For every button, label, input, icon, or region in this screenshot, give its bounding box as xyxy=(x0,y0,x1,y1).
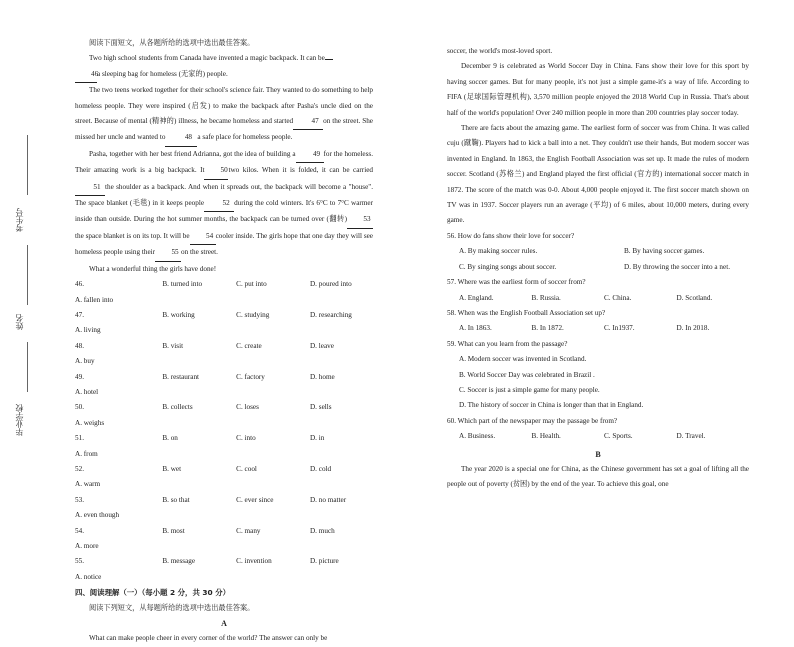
text: on the street. She missed her uncle and wanted to xyxy=(75,117,373,142)
blank-49: 49 xyxy=(296,147,324,163)
text: cooler inside. The girls hope that one day they will see homeless people using their xyxy=(75,231,373,257)
option-row: 53. A. even though B. so that C. ever since D. no matter xyxy=(75,495,347,520)
blank-47: 47 xyxy=(293,114,323,130)
question-57: 57. Where was the earliest form of soccer from? xyxy=(447,278,586,287)
option: B. World Soccer Day was celebrated in Brazil . xyxy=(459,370,595,379)
passage-a-continuation: soccer, the world's most-loved sport. xyxy=(447,47,553,55)
blank-52: 52 xyxy=(204,196,234,212)
question-60: 60. Which part of the newspaper may the passage be from? xyxy=(447,416,618,425)
binding-gutter xyxy=(0,0,60,560)
blank-46: 46 xyxy=(75,67,97,83)
blank-50: 50 xyxy=(204,163,228,179)
blank-54: 54 xyxy=(190,229,216,245)
passage-a-start: What can make people cheer in every corner of the world? The answer can only be xyxy=(89,634,328,643)
blank-48: 48 xyxy=(165,130,197,146)
name-label: 姓名 xyxy=(15,314,24,330)
text: a safe place for homeless people. xyxy=(197,133,293,142)
option-row: A. By making soccer rules. B. By having soccer games. xyxy=(459,247,705,256)
text: for the homeless. Their amazing work is a big backpack. It xyxy=(75,149,373,175)
gutter-line xyxy=(27,245,28,305)
option: A. Modern soccer was invented in Scotland. xyxy=(459,355,587,364)
blank xyxy=(325,59,333,60)
blank-55: 55 xyxy=(155,245,181,261)
option-row: 46. A. fallen into B. turned into C. put into D. poured into xyxy=(75,280,352,304)
text: the space blanket is on its top. It will be xyxy=(75,231,190,240)
text: two kilos. When it is folded, it can be carried xyxy=(228,166,373,175)
passage-a-label: A xyxy=(221,619,227,629)
cloze-paragraph xyxy=(75,51,373,83)
blank-53: 53 xyxy=(347,212,373,228)
reading-instruction: 阅读下列短文，从每题所给的选项中选出最佳答案。 xyxy=(89,603,255,612)
option-row: A. In 1863. B. In 1872. C. In1937. D. In 2018. xyxy=(459,324,710,333)
text: Two high school students from Canada have invented a magic backpack. It can be xyxy=(89,54,325,63)
option-row: 50. A. weighs B. collects C. loses D. sells xyxy=(75,403,332,427)
option: D. The history of soccer in China is longer than that in England. xyxy=(459,401,644,410)
right-column xyxy=(447,44,749,493)
option-row: 48. A. buy B. visit C. create D. leave xyxy=(75,341,334,366)
gutter-line xyxy=(27,135,28,195)
cloze-paragraph xyxy=(75,83,373,147)
option-row: 51. A. from B. on C. into D. in xyxy=(75,434,325,458)
question-58: 58. When was the English Football Association set up? xyxy=(447,308,606,317)
text: Pasha, together with her best friend Adrianna, got the idea of building a xyxy=(89,149,296,158)
option-row: 47. A. living B. working C. studying D. researching xyxy=(75,310,352,335)
option-row: 55. A. notice B. message C. invention D. picture xyxy=(75,557,339,581)
option-row: A. England. B. Russia. C. China. D. Scotland. xyxy=(459,293,713,302)
option-row: A. Business. B. Health. C. Sports. D. Travel. xyxy=(459,432,706,441)
question-59: 59. What can you learn from the passage? xyxy=(447,339,568,348)
passage-a-paragraph: There are facts about the amazing game. The earliest form of soccer was from China. It was called cuju (蹴鞠). Players had to kick a ball into a net. They couldn't use their hands, But modern soccer was invented in England. In 1863, the English Football Association was set up. It made the rules of modern soccer. Scotland (苏格兰) and England played the first official (官方的) international soccer match in 1872. The score of the match was 0-0. About 4,000 people enjoyed it. The first soccer match shown on TV was in 1937. Soccer players run an average (平均) of 6 miles, about 10,000 meters, during every game. xyxy=(447,124,749,225)
school-label: 毕业学校 xyxy=(15,404,24,436)
option-row: 49. A. hotel B. restaurant C. factory D. home xyxy=(75,372,335,396)
option-row: 52. A. warm B. wet C. cool D. cold xyxy=(75,464,332,489)
exam-number-label: 考生号 xyxy=(15,208,24,232)
cloze-instruction: 阅读下面短文，从各题所给的选项中选出最佳答案。 xyxy=(89,39,255,47)
passage-a-paragraph: December 9 is celebrated as World Soccer Day in China. Fans show their love for this sport by having soccer games. But for many people, it's not just a simple game-it's a way of life. According to FIFA (足球国际管理机构), 3,570 million people enjoyed the 2018 World Cup in Russia. That's about half of the world's population! Over 240 million people in more than 200 countries play soccer today. xyxy=(447,62,749,117)
text: on the street. xyxy=(181,248,218,257)
option-row: 54. A. more B. most C. many D. much xyxy=(75,526,335,550)
cloze-paragraph xyxy=(75,147,373,262)
option: C. Soccer is just a simple game for many people. xyxy=(459,385,600,394)
cloze-closing: What a wonderful thing the girls have done! xyxy=(89,264,217,273)
text: the shoulder as a backpack. And when it spreads out, the backpack will become a "house". The space blanket (毛毯) in it keeps people xyxy=(75,182,373,208)
gutter-line xyxy=(27,342,28,392)
blank-51: 51 xyxy=(75,180,105,196)
left-column xyxy=(75,36,373,647)
passage-b-label: B xyxy=(595,449,601,459)
cloze-options xyxy=(75,277,373,585)
text: a sleeping bag for homeless (无家的) people. xyxy=(97,69,228,78)
passage-b-paragraph: The year 2020 is a special one for China, as the Chinese government has set a goal of lifting all the people out of poverty (贫困) by the end of the year. To achieve this goal, one xyxy=(447,464,749,489)
section-title: 四、阅读理解（一）（每小题 2 分，共 30 分） xyxy=(75,588,231,598)
text: during the cold winters. It's 6°C to 7°C warmer inside than outside. During the hot summer months, the backpack can be turned over (翻转) xyxy=(75,199,373,224)
question-56: 56. How do fans show their love for soccer? xyxy=(447,231,575,240)
text: The two teens worked together for their school's science fair. They wanted to do something to help homeless people. They were inspired (启发) to make the backpack after Pasha's uncle died on the street. Because of mental (精神的) illness, he became homeless and started xyxy=(75,86,373,126)
option-row: C. By singing songs about soccer. D. By throwing the soccer into a net. xyxy=(459,262,730,271)
